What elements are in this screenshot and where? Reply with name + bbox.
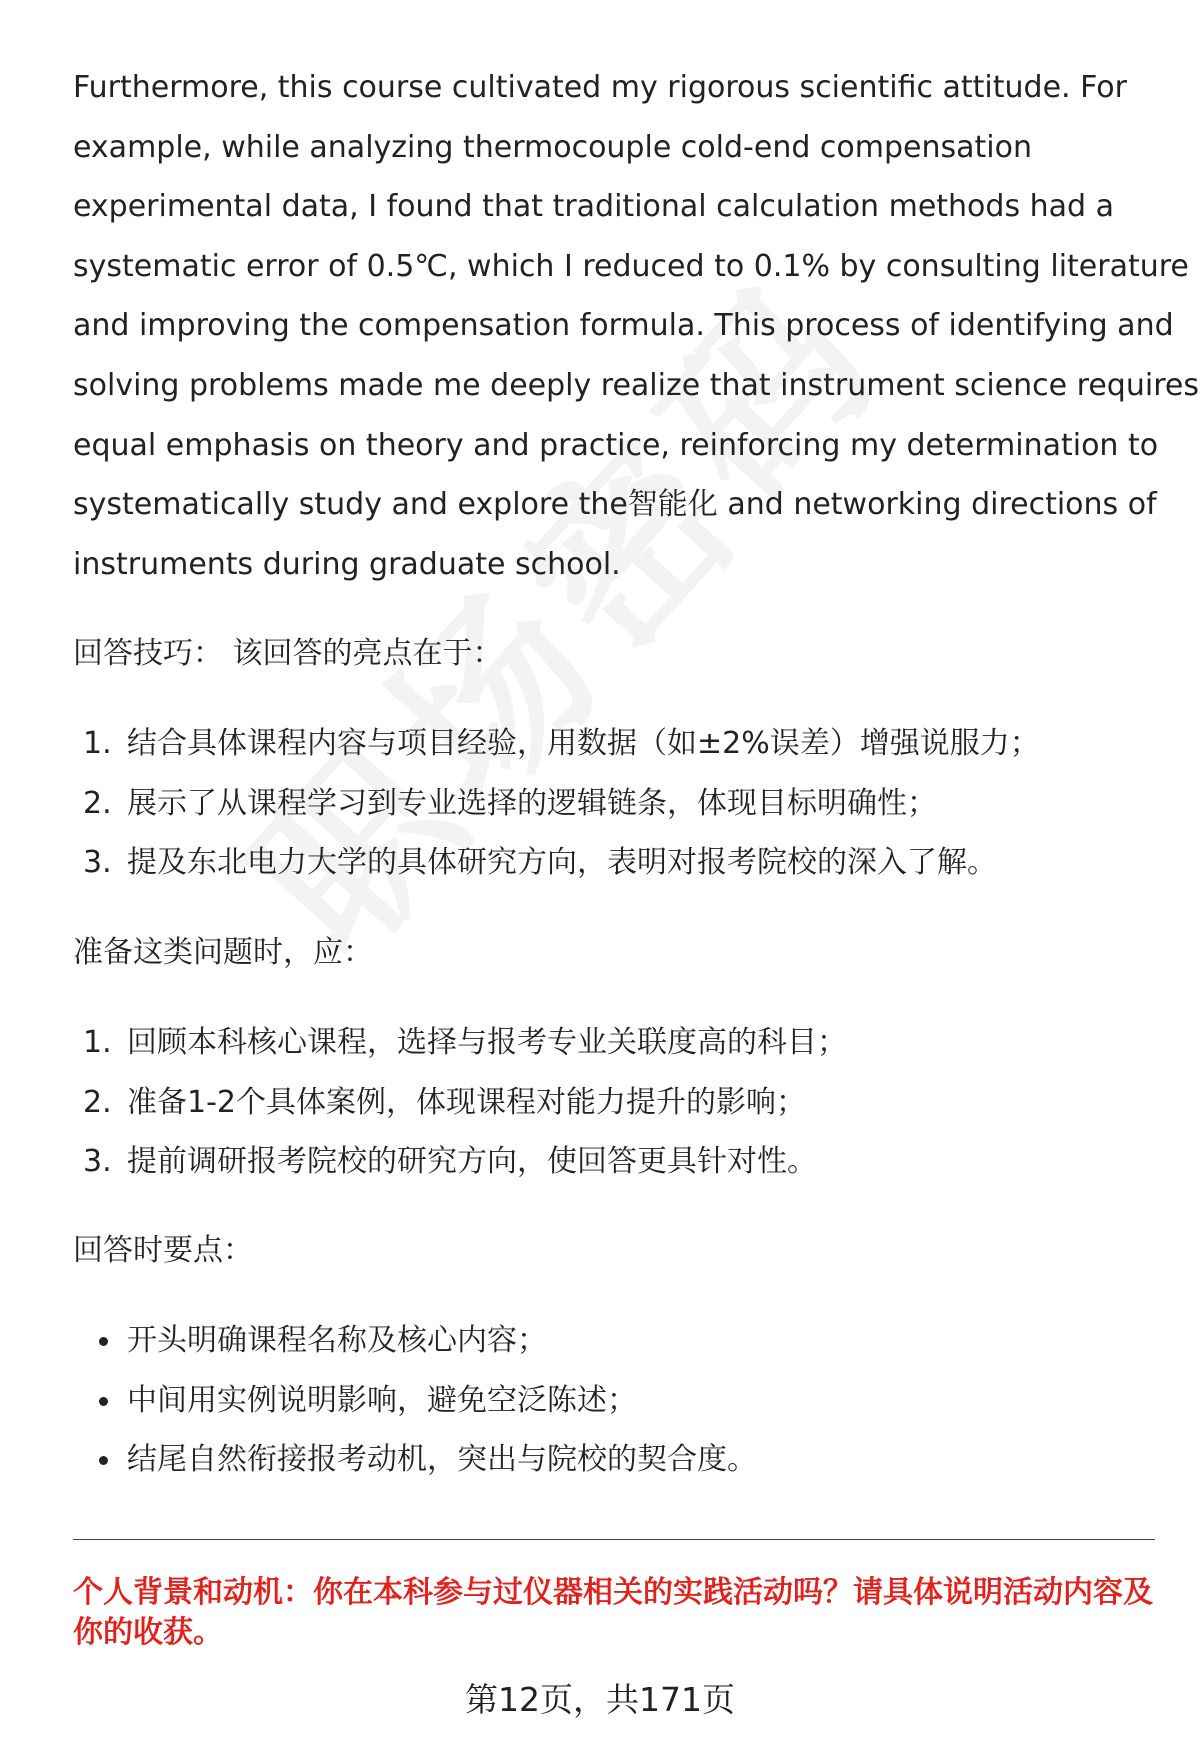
- item-text: 开头明确课程名称及核心内容；: [127, 1323, 547, 1358]
- paragraph-line: experimental data, I found that traditional calculation methods had a: [73, 189, 1114, 225]
- tips-heading: 回答技巧： 该回答的亮点在于：: [73, 636, 503, 671]
- key-points-heading: 回答时要点：: [73, 1233, 253, 1268]
- bullet-icon: [99, 1337, 108, 1346]
- item-number: 3.: [83, 1144, 112, 1180]
- item-text: 回顾本科核心课程，选择与报考专业关联度高的科目；: [127, 1025, 847, 1060]
- paragraph-line: equal emphasis on theory and practice, reinforcing my determination to: [73, 427, 1159, 463]
- paragraph-line: solving problems made me deeply realize that instrument science requires: [73, 367, 1199, 403]
- paragraph-line: instruments during graduate school.: [73, 546, 621, 582]
- item-text: 结尾自然衔接报考动机，突出与院校的契合度。: [127, 1442, 757, 1478]
- bullet-icon: [99, 1397, 108, 1406]
- paragraph-line: and improving the compensation formula. This process of identifying and: [73, 308, 1174, 344]
- item-text: 准备1-2个具体案例，体现课程对能力提升的影响；: [127, 1084, 806, 1120]
- item-number: 3.: [83, 845, 112, 881]
- item-number: 1.: [83, 1025, 112, 1060]
- paragraph-line: Furthermore, this course cultivated my rigorous scientific attitude. For: [73, 70, 1127, 105]
- item-number: 1.: [83, 726, 112, 761]
- item-number: 2.: [83, 785, 112, 821]
- section-divider: [73, 1539, 1155, 1540]
- answer-paragraph: [73, 58, 1199, 594]
- paragraph-line: systematic error of 0.5℃, which I reduced to 0.1% by consulting literature: [73, 248, 1189, 284]
- paragraph-line: example, while analyzing thermocouple cold-end compensation: [73, 129, 1032, 165]
- next-question-heading: 个人背景和动机：你在本科参与过仪器相关的实践活动吗？请具体说明活动内容及你的收获。: [73, 1575, 1153, 1650]
- item-number: 2.: [83, 1084, 112, 1120]
- item-text: 提及东北电力大学的具体研究方向，表明对报考院校的深入了解。: [127, 845, 997, 881]
- bullet-icon: [99, 1456, 108, 1465]
- prepare-heading: 准备这类问题时，应：: [73, 935, 373, 970]
- paragraph-line: systematically study and explore the智能化 and networking directions of: [73, 487, 1157, 523]
- item-text: 中间用实例说明影响，避免空泛陈述；: [127, 1382, 637, 1418]
- item-text: 展示了从课程学习到专业选择的逻辑链条，体现目标明确性；: [127, 785, 937, 821]
- item-text: 提前调研报考院校的研究方向，使回答更具针对性。: [127, 1144, 817, 1180]
- item-text: 结合具体课程内容与项目经验，用数据（如±2%误差）增强说服力；: [127, 726, 1040, 761]
- page-number: 第12页，共171页: [465, 1680, 735, 1719]
